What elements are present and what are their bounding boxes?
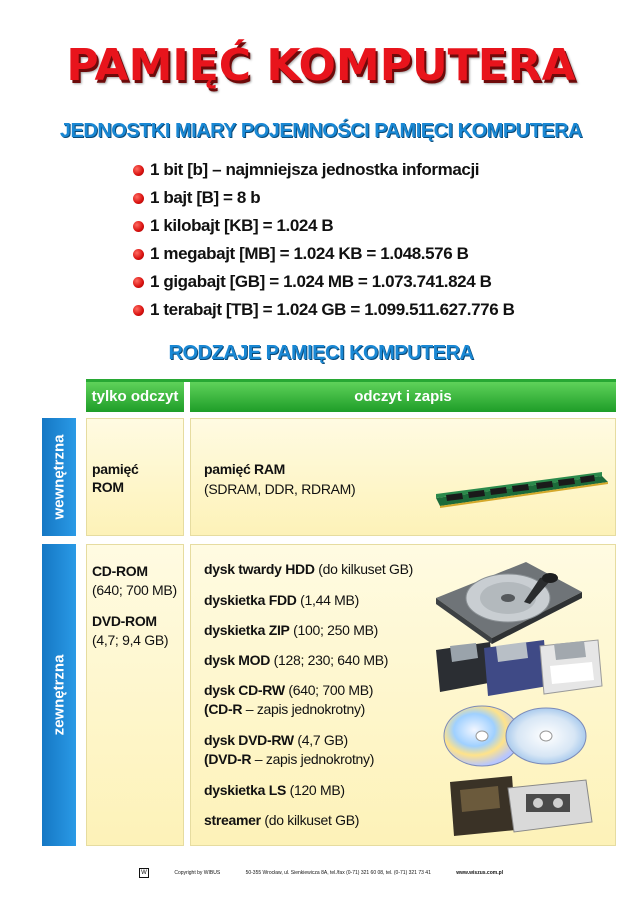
- units-list: [130, 156, 514, 324]
- list-item: dyskietka LS (120 MB): [204, 782, 345, 798]
- cdrom-label: CD-ROM: [92, 563, 148, 579]
- bullet-icon: [133, 305, 144, 316]
- list-item: dysk MOD (128; 230; 640 MB): [204, 652, 389, 668]
- list-item: 1 bit [b] – najmniejsza jednostka informacji: [130, 156, 514, 184]
- rom-label: pamięć: [92, 461, 139, 477]
- bullet-icon: [133, 193, 144, 204]
- header-divider: [86, 379, 616, 382]
- ram-module-icon: [432, 468, 610, 508]
- ram-label: pamięć RAM: [204, 461, 286, 477]
- list-item: 1 megabajt [MB] = 1.024 KB = 1.048.576 B: [130, 240, 514, 268]
- list-item: 1 kilobajt [KB] = 1.024 B: [130, 212, 514, 240]
- footer-website-link[interactable]: www.wiszus.com.pl: [456, 870, 504, 877]
- list-item: dysk CD-RW (640; 700 MB): [204, 682, 374, 698]
- units-heading: JEDNOSTKI MIARY POJEMNOŚCI PAMIĘCI KOMPUTERA: [59, 120, 583, 142]
- footer-address: 50-355 Wrocław, ul. Sienkiewicza 8A, tel./fax (0-71) 321 60 08, tel. (0-71) 321 73 41: [245, 870, 431, 877]
- bullet-icon: [133, 165, 144, 176]
- row-header-external: zewnętrzna: [42, 544, 76, 846]
- publisher-logo-icon: W: [139, 868, 149, 878]
- list-item: 1 bajt [B] = 8 b: [130, 184, 514, 212]
- dvdrom-detail: (4,7; 9,4 GB): [92, 632, 169, 648]
- list-item: dyskietka FDD (1,44 MB): [204, 592, 359, 608]
- footer: [0, 868, 642, 878]
- list-item: dysk twardy HDD (do kilkuset GB): [204, 561, 414, 577]
- list-item-note: (CD-R – zapis jednokrotny): [204, 701, 366, 717]
- list-item: 1 gigabajt [GB] = 1.024 MB = 1.073.741.824 B: [130, 268, 514, 296]
- tape-cartridge-icon: [446, 772, 596, 838]
- list-item: dysk DVD-RW (4,7 GB): [204, 732, 348, 748]
- dvdrom-label: DVD-ROM: [92, 613, 157, 629]
- list-item: 1 terabajt [TB] = 1.024 GB = 1.099.511.627.776 B: [130, 296, 514, 324]
- cd-discs-icon: [442, 704, 592, 768]
- rom-label-2: ROM: [92, 479, 124, 495]
- list-item: dyskietka ZIP (100; 250 MB): [204, 622, 378, 638]
- bullet-icon: [133, 277, 144, 288]
- column-header-readwrite: odczyt i zapis: [190, 382, 616, 412]
- column-header-readonly: tylko odczyt: [86, 382, 184, 412]
- types-heading: RODZAJE PAMIĘCI KOMPUTERA: [168, 342, 474, 364]
- bullet-icon: [133, 221, 144, 232]
- row-header-internal: wewnętrzna: [42, 418, 76, 536]
- bullet-icon: [133, 249, 144, 260]
- floppy-disks-icon: [432, 636, 604, 700]
- list-item: streamer (do kilkuset GB): [204, 812, 360, 828]
- list-item-note: (DVD-R – zapis jednokrotny): [204, 751, 375, 767]
- cdrom-detail: (640; 700 MB): [92, 582, 177, 598]
- footer-copyright: Copyright by WIBUS: [174, 870, 221, 877]
- hard-disk-icon: [430, 552, 586, 644]
- ram-detail: (SDRAM, DDR, RDRAM): [204, 481, 356, 497]
- page-title: PAMIĘĆ KOMPUTERA: [66, 40, 576, 91]
